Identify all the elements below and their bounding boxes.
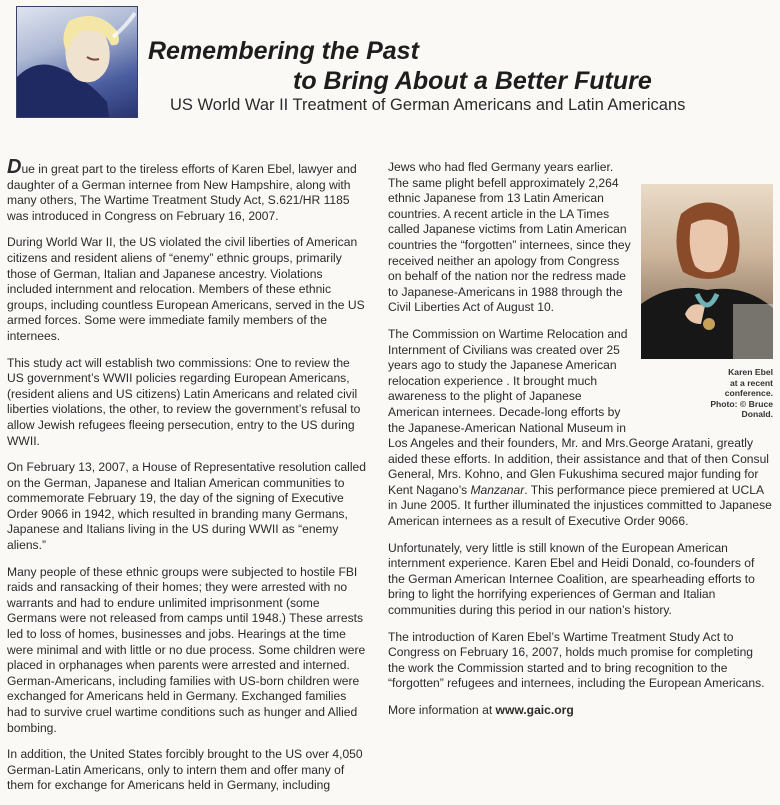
karen-ebel-photo bbox=[641, 184, 773, 359]
caption-line: Karen Ebel bbox=[728, 367, 773, 377]
right-column bbox=[388, 160, 773, 730]
photo-caption bbox=[641, 367, 773, 420]
article-subtitle: US World War II Treatment of German Americans and Latin Americans bbox=[170, 96, 686, 114]
more-info-prefix: More information at bbox=[388, 703, 496, 717]
caption-line: at a recent bbox=[730, 377, 773, 388]
more-info bbox=[388, 703, 773, 719]
paragraph bbox=[7, 156, 369, 224]
paragraph: In addition, the United States forcibly brought to the US over 4,050 German-Latin Americans, only to intern them and offer many of them for exchange for Americans held in Germany, including bbox=[7, 747, 363, 793]
inset-figure bbox=[641, 160, 773, 420]
paragraph: Unfortunately, very little is still known of the European American internment experience. Karen Ebel and Heidi Donald, co-founders of the German American Internee Coalition, are spearheading efforts to bring to light the horrifying experiences of German and Italian communities during this period in our nation’s history. bbox=[388, 540, 755, 618]
paragraph: The introduction of Karen Ebel’s Wartime Treatment Study Act to Congress on February 16, 2007, holds much promise for completing the work the Commission started and to bring recognition to the “forgotten” refugees and internees, including the European Americans. bbox=[388, 629, 765, 691]
paragraph: On February 13, 2007, a House of Representative resolution called on the German, Japanese and Italian American communities to commemorate February 19, the day of the signing of Executive Order 9066 in 1942, which resulted in branding many Germans, Japanese and Italians living in the US during WWII as “enemy aliens.” bbox=[7, 460, 366, 553]
drop-cap: D bbox=[7, 156, 22, 178]
paragraph-text: ue in great part to the tireless efforts of Karen Ebel, lawyer and daughter of a German internee from New Hampshire, along with many others, The Wartime Treatment Study Act, S.621/HR 1185 was introduced in Congress on February 16, 2007. bbox=[7, 162, 357, 223]
paragraph: Jews who had fled Germany years earlier. The same plight befell approximately 2,264 ethnic Japanese from 13 Latin American countries. A recent article in the LA Times called Japanese victims from Latin American countries the “forgotten” internees, since they received neither an apology from Congress on behalf of the nation nor the redress made to Japanese-Americans in 1988 through the Civil Liberties Act of August 10. bbox=[388, 160, 631, 315]
title-line-2: to Bring About a Better Future bbox=[293, 67, 652, 95]
paragraph: During World War II, the US violated the civil liberties of American citizens and resident aliens of “enemy” ethnic groups, primarily those of German, Italian and Japanese ancestry. Violations included internment and relocation. Members of these ethnic groups, including countless European Americans, served in the US armed forces. Some were immediate family members of the internees. bbox=[7, 235, 365, 343]
left-column bbox=[7, 156, 369, 805]
gaic-link[interactable]: www.gaic.org bbox=[495, 703, 574, 717]
header-photo bbox=[16, 6, 138, 118]
paragraph-text: . This performance piece premiered at UCLA in June 2005. It further illuminated the injustices committed to Japanese American internees as a result of Executive Order 9066. bbox=[388, 482, 772, 529]
paragraph: This study act will establish two commissions: One to review the US government’s WWII policies regarding European Americans, (resident aliens and US citizens) Latin Americans and related civil liberties violations, the other, to review the government’s refusal to allow Jewish refugees fleeing persecution, entry to the US during WWII. bbox=[7, 355, 361, 448]
title-line-1: Remembering the Past bbox=[148, 37, 419, 65]
paragraph: Many people of these ethnic groups were subjected to hostile FBI raids and ransacking of their homes; they were arrested with no warrants and had to endure unlimited imprisonment (some Germans were not released from camps until 1948.) These arrests led to loss of homes, businesses and jobs. Hearings at the time were minimal and with little or no due process. Some children were placed in orphanages when parents were arrested and interned. German-Americans, including families with US-born children were exchanged for Americans held in Germany. Exchanged families had to survive cruel wartime conditions such as hunger and Allied bombing. bbox=[7, 564, 366, 735]
article-title bbox=[148, 36, 708, 96]
caption-line: Photo: © Bruce bbox=[710, 398, 773, 409]
title-manzanar: Manzanar bbox=[470, 482, 525, 497]
paragraph-text: The Commission on Wartime Relocation and Internment of Civilians was created over 25 years ago to study the Japanese American relocation experience . It brought much awareness to the plight of Japanese American internees. Decade-long efforts by the Japanese-American National Museum in Los Angeles and their founders, Mr. and Mrs.George Aratani, greatly aided these efforts. In addition, their assistance and that of then Consul General, Mrs. Kohno, and Glen Fukushima secured major funding for Kent Nagano’s bbox=[388, 326, 769, 497]
caption-line: conference. bbox=[724, 388, 773, 398]
caption-line: Donald. bbox=[741, 409, 773, 419]
